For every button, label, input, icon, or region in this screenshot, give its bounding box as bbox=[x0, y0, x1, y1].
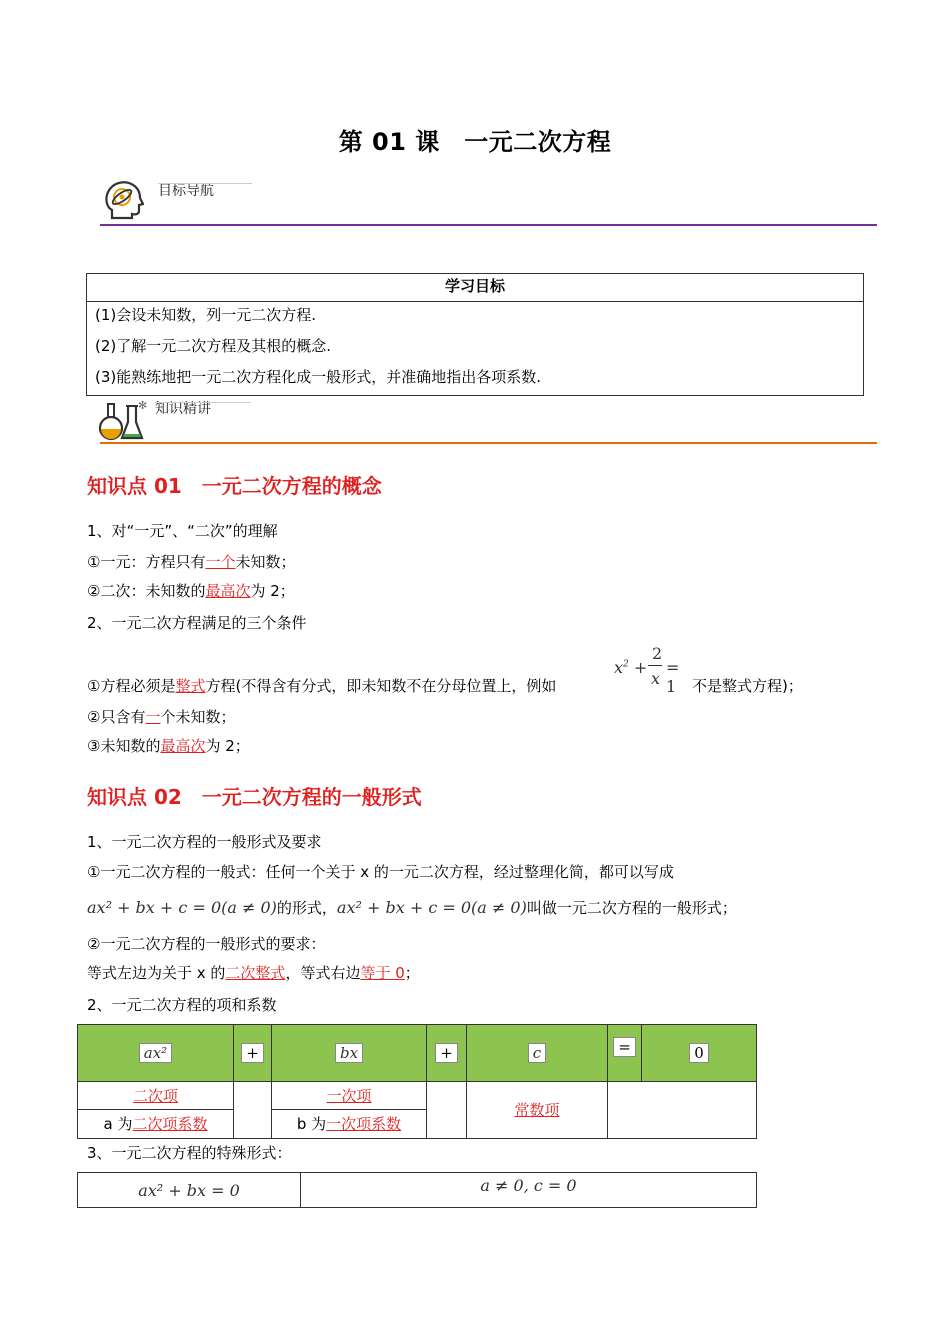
head-icon bbox=[100, 178, 144, 222]
fraction-example: $x^2$ + 2 x = 1 bbox=[614, 644, 680, 696]
nav-label-underline bbox=[158, 183, 252, 184]
objective-item: (1)会设未知数，列一元二次方程. bbox=[95, 306, 317, 324]
quadratic-coef: a 为二次项系数 bbox=[78, 1110, 234, 1139]
kp2-general4: 等式左边为关于 x 的二次整式，等式右边等于 0； bbox=[87, 964, 420, 982]
kp1-line2: ②二次：未知数的最高次为 2； bbox=[87, 582, 295, 600]
plus-sign: + bbox=[241, 1043, 264, 1063]
orange-divider bbox=[100, 442, 877, 444]
objective-item: (2)了解一元二次方程及其根的概念. bbox=[95, 337, 332, 355]
quadratic-term: 二次项 bbox=[132, 1086, 178, 1105]
objective-item: (3)能熟练地把一元二次方程化成一般形式，并准确地指出各项系数. bbox=[95, 368, 542, 386]
special-form-right: a ≠ 0, c = 0 bbox=[480, 1176, 577, 1195]
sparkle-icon: ✻ bbox=[138, 399, 148, 412]
linear-term: 一次项 bbox=[326, 1086, 372, 1105]
kp2-general3: ②一元二次方程的一般形式的要求： bbox=[87, 935, 326, 953]
kp1-line1: ①一元：方程只有一个未知数； bbox=[87, 553, 296, 571]
kp1-title: 知识点 01 一元二次方程的概念 bbox=[87, 474, 382, 498]
objectives-heading: 学习目标 bbox=[87, 274, 863, 302]
kp2-general2: ax² + bx + c = 0(a ≠ 0)的形式，ax² + bx + c = 0(a ≠ 0)叫做一元二次方程的一般形式； bbox=[87, 898, 737, 917]
knowledge-label: 知识精讲 bbox=[155, 401, 211, 417]
kp1-cond1: ①方程必须是整式方程(不得含有分式，即未知数不在分母位置上，例如 bbox=[87, 677, 557, 695]
term-zero: 0 bbox=[689, 1043, 709, 1063]
kp1-cond2: ②只含有一个未知数； bbox=[87, 708, 236, 726]
terms-table bbox=[77, 1024, 757, 1139]
nav-label: 目标导航 bbox=[158, 183, 214, 199]
kp2-s2: 2、一元二次方程的项和系数 bbox=[87, 996, 277, 1014]
constant-term: 常数项 bbox=[514, 1101, 560, 1119]
kp2-s3: 3、一元二次方程的特殊形式： bbox=[87, 1144, 292, 1162]
term-bx: bx bbox=[335, 1043, 363, 1063]
kp2-s1: 1、一元二次方程的一般形式及要求 bbox=[87, 833, 322, 851]
special-form-table bbox=[77, 1172, 757, 1208]
kp2-title: 知识点 02 一元二次方程的一般形式 bbox=[87, 785, 422, 809]
general-equation: ax² + bx + c = 0(a ≠ 0) bbox=[336, 898, 527, 917]
kp1-s1: 1、对“一元”、“二次”的理解 bbox=[87, 522, 278, 540]
kp2-general1: ①一元二次方程的一般式：任何一个关于 x 的一元二次方程，经过整理化简，都可以写成 bbox=[87, 863, 674, 881]
kp1-cond1-end: 不是整式方程)； bbox=[692, 677, 803, 695]
general-equation: ax² + bx + c = 0(a ≠ 0) bbox=[87, 898, 277, 917]
linear-coef: b 为一次项系数 bbox=[272, 1110, 427, 1139]
plus-sign: + bbox=[435, 1043, 458, 1063]
special-form-left: ax² + bx = 0 bbox=[138, 1180, 240, 1200]
term-c: c bbox=[528, 1043, 546, 1063]
objectives-box bbox=[86, 273, 864, 396]
page-title: 第 01 课 一元二次方程 bbox=[338, 128, 612, 156]
purple-divider bbox=[100, 224, 877, 226]
equals-sign: = bbox=[613, 1037, 636, 1057]
kp1-cond3: ③未知数的最高次为 2； bbox=[87, 737, 250, 755]
knowledge-label-underline bbox=[155, 402, 251, 403]
term-ax2: ax² bbox=[139, 1043, 172, 1063]
kp1-s2: 2、一元二次方程满足的三个条件 bbox=[87, 614, 307, 632]
